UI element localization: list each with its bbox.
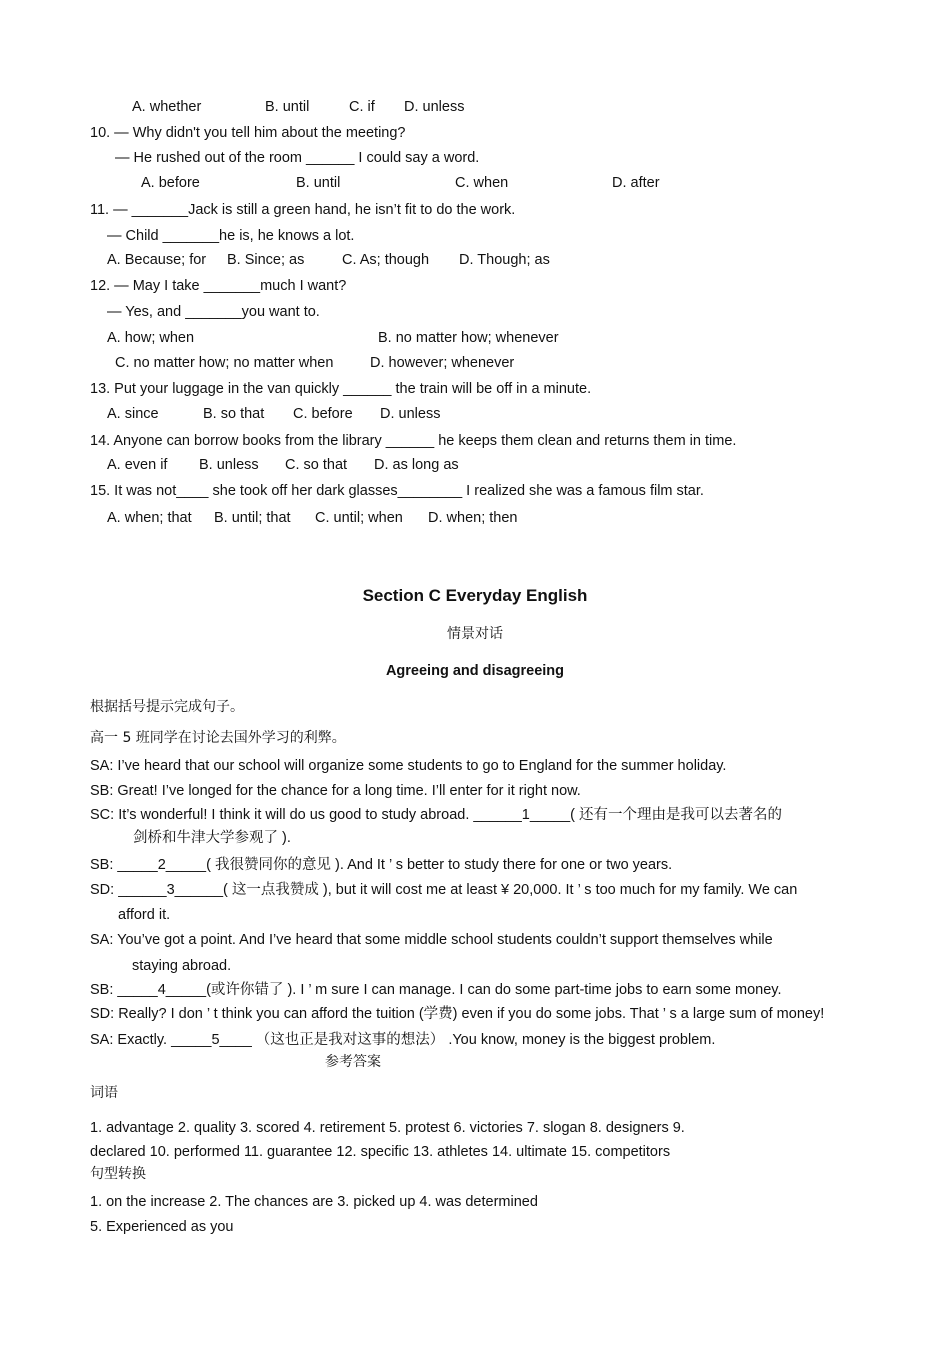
q14-option-c: C. so that: [285, 457, 348, 473]
q9-option-d: D. unless: [404, 99, 465, 115]
q10-option-b: B. until: [296, 175, 341, 191]
q10-reply: — He rushed out of the room ______ I could say a word.: [115, 150, 480, 166]
dialogue-line: SB: Great! I’ve longed for the chance for a long time. I’ll enter for it right now.: [90, 783, 581, 799]
dialogue-line: SD: Really? I don ’ t think you can afford the tuition (学费) even if you do some jobs. That ’ s a large sum of money!: [90, 1006, 825, 1022]
vocab-answers: 1. advantage 2. quality 3. scored 4. retirement 5. protest 6. victories 7. slogan 8. designers 9.: [90, 1120, 685, 1136]
q14-option-d: D. as long as: [374, 457, 459, 473]
q14-option-a: A. even if: [107, 457, 168, 473]
q14-option-b: B. unless: [199, 457, 259, 473]
vocab-heading: 词语: [90, 1085, 118, 1101]
section-subtitle-cn: 情景对话: [447, 626, 503, 642]
dialogue-line: 剑桥和牛津大学参观了 ).: [133, 830, 291, 846]
dialogue-line: SB: _____2_____( 我很赞同你的意见 ). And It ’ s better to study there for one or two years.: [90, 857, 673, 873]
section-title: Section C Everyday English: [362, 586, 588, 605]
q15-option-c: C. until; when: [315, 510, 403, 526]
q10-option-c: C. when: [455, 175, 509, 191]
q14-question: 14. Anyone can borrow books from the library ______ he keeps them clean and returns them in time.: [90, 433, 737, 449]
sentence-answers: 1. on the increase 2. The chances are 3. picked up 4. was determined: [90, 1194, 538, 1210]
q12-option-b: B. no matter how; whenever: [378, 330, 559, 346]
dialogue-line: SA: Exactly. _____5____ （这也正是我对这事的想法） .You know, money is the biggest problem.: [90, 1032, 716, 1048]
q10-option-d: D. after: [612, 175, 660, 191]
sentence-heading: 句型转换: [90, 1166, 146, 1182]
dialogue-line: afford it.: [118, 907, 171, 923]
q12-option-d: D. however; whenever: [370, 355, 515, 371]
q9-option-b: B. until: [265, 99, 310, 115]
dialogue-line: SD: ______3______( 这一点我赞成 ), but it will cost me at least ¥ 20,000. It ’ s too much for my family. We can: [90, 882, 798, 898]
q9-option-c: C. if: [349, 99, 375, 115]
q12-reply: — Yes, and _______you want to.: [107, 304, 320, 320]
q12-question: 12. — May I take _______much I want?: [90, 278, 347, 294]
q13-question: 13. Put your luggage in the van quickly ______ the train will be off in a minute.: [90, 381, 592, 397]
vocab-answers: declared 10. performed 11. guarantee 12. specific 13. athletes 14. ultimate 15. competitors: [90, 1144, 671, 1160]
q11-option-b: B. Since; as: [227, 252, 305, 268]
section-subtitle: Agreeing and disagreeing: [385, 663, 565, 679]
q12-option-a: A. how; when: [107, 330, 195, 346]
context: 高一 5 班同学在讨论去国外学习的利弊。: [90, 730, 346, 746]
q15-option-a: A. when; that: [107, 510, 192, 526]
q10-option-a: A. before: [141, 175, 200, 191]
dialogue-line: SB: _____4_____(或许你错了 ). I ’ m sure I can manage. I can do some part-time jobs to earn some money.: [90, 982, 782, 998]
q15-option-b: B. until; that: [214, 510, 291, 526]
dialogue-line: SC: It’s wonderful! I think it will do us good to study abroad. ______1_____( 还有一个理由是我可以去著名的: [90, 807, 783, 823]
dialogue-line: SA: I’ve heard that our school will organize some students to go to England for the summer holiday.: [90, 758, 727, 774]
q11-option-a: A. Because; for: [107, 252, 207, 268]
q11-option-c: C. As; though: [342, 252, 430, 268]
q9-option-a: A. whether: [132, 99, 202, 115]
q11-option-d: D. Though; as: [459, 252, 550, 268]
q13-option-c: C. before: [293, 406, 353, 422]
q12-option-c: C. no matter how; no matter when: [115, 355, 334, 371]
dialogue-line: staying abroad.: [132, 958, 232, 974]
answers-heading: 参考答案: [325, 1054, 381, 1070]
q11-reply: — Child _______he is, he knows a lot.: [107, 228, 355, 244]
q13-option-d: D. unless: [380, 406, 441, 422]
instruction: 根据括号提示完成句子。: [90, 699, 244, 715]
sentence-answers: 5. Experienced as you: [90, 1219, 234, 1235]
q15-question: 15. It was not____ she took off her dark glasses________ I realized she was a famous film star.: [90, 483, 704, 499]
q13-option-b: B. so that: [203, 406, 265, 422]
q10-question: 10. — Why didn't you tell him about the meeting?: [90, 125, 406, 141]
q13-option-a: A. since: [107, 406, 159, 422]
dialogue-line: SA: You’ve got a point. And I’ve heard that some middle school students couldn’t support themselves while: [90, 932, 773, 948]
q11-question: 11. — _______Jack is still a green hand, he isn’t fit to do the work.: [90, 202, 516, 218]
q15-option-d: D. when; then: [428, 510, 518, 526]
